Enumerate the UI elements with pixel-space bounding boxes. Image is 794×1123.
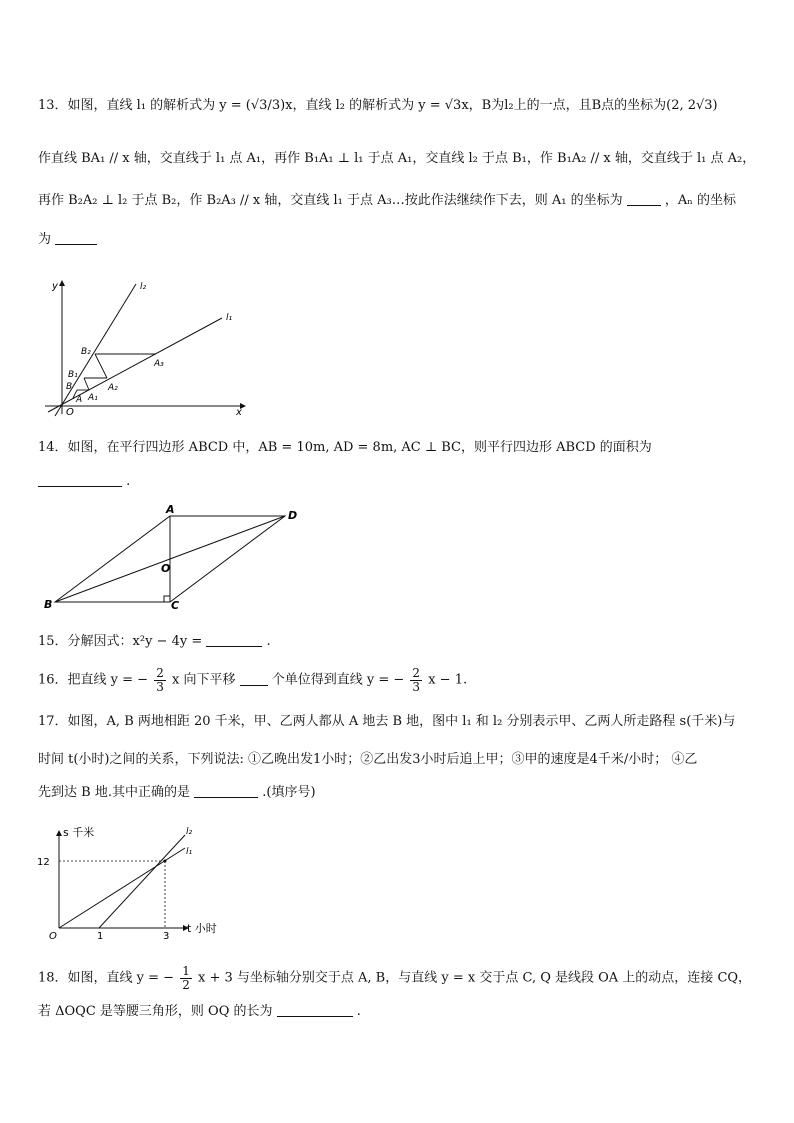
q16-frac-2-den: 3 <box>412 679 421 694</box>
q13-fig-y: y <box>52 281 58 292</box>
q16-frac-2 <box>410 667 422 693</box>
q14-end: . <box>126 474 131 489</box>
q18-blank[interactable] <box>277 1004 353 1017</box>
q18-line2-end: . <box>356 1004 361 1019</box>
q14-fig-B: B <box>44 598 53 611</box>
q18-line2-text: 若 ΔOQC 是等腰三角形，则 OQ 的长为 <box>38 1004 273 1019</box>
q14-figure <box>40 502 310 612</box>
q18-post: x + 3 与坐标轴分别交于点 A, B，与直线 y = x 交于点 C, Q 是线段 OA 上的动点，连接 CQ， <box>198 970 752 986</box>
q13-line1: 13．如图，直线 l₁ 的解析式为 y = (√3/3)x，直线 l₂ 的解析式为 y = √3x，B为l₂上的一点，且B点的坐标为(2, 2√3) <box>38 98 718 113</box>
q18-frac-den: 2 <box>182 977 190 992</box>
q13-fig-A2: A₂ <box>108 383 118 393</box>
q14-line1: 14．如图，在平行四边形 ABCD 中，AB = 10m, AD = 8m, AC ⊥ BC，则平行四边形 ABCD 的面积为 <box>38 440 652 455</box>
q16-mid: x 向下平移 <box>172 672 236 688</box>
q16-post: x − 1. <box>428 672 468 688</box>
q17-fig-ylabel: s 千米 <box>63 826 95 839</box>
q17-line2: 时间 t(小时)之间的关系，下列说法: ①乙晚出发1小时；②乙出发3小时后追上甲；③甲的速度是4千米/小时； ④乙 <box>38 752 698 767</box>
q13-fig-x: x <box>236 407 242 418</box>
q15-text: 15．分解因式：x²y − 4y = <box>38 634 203 649</box>
q17-fig-x3: 3 <box>163 931 170 942</box>
q13-line3-text-b: ，Aₙ 的坐标 <box>664 193 737 208</box>
q14-fig-O: O <box>161 562 171 575</box>
q17-figure <box>35 820 220 945</box>
q14-fig-D: D <box>288 509 298 522</box>
q15-blank[interactable] <box>206 634 262 647</box>
q17-fig-O: O <box>49 931 57 942</box>
q13-fig-A1: A₁ <box>88 393 98 403</box>
q16-pre: 16．把直线 y = − <box>38 672 149 688</box>
q13-fig-B: B <box>66 382 73 392</box>
q14-fig-C: C <box>171 599 180 612</box>
q13-fig-B1: B₁ <box>68 370 78 380</box>
q17-fig-xlabel: t 小时 <box>187 922 217 935</box>
q13-fig-A: A <box>76 395 83 405</box>
q16-frac-2-num: 2 <box>412 666 421 680</box>
q16-line <box>38 667 758 693</box>
q18-line1 <box>38 965 758 991</box>
q18-line2 <box>38 1004 758 1018</box>
q13-line2: 作直线 BA₁ // x 轴，交直线于 l₁ 点 A₁，再作 B₁A₁ ⊥ l₁ 于点 A₁，交直线 l₂ 于点 B₁，作 B₁A₂ // x 轴，交直线于 l₁ 点 A₂， <box>38 151 756 166</box>
q16-mid2: 个单位得到直线 y = − <box>271 672 405 688</box>
q15-line <box>38 634 758 648</box>
q16-blank[interactable] <box>240 673 268 686</box>
q17-line3 <box>38 785 758 799</box>
q18-frac-num: 1 <box>182 964 190 978</box>
q17-line3-text: 先到达 B 地.其中正确的是 <box>38 785 190 800</box>
q13-fig-l1: l₁ <box>226 313 233 323</box>
q17-line1: 17．如图，A, B 两地相距 20 千米，甲、乙两人都从 A 地去 B 地，图中 l₁ 和 l₂ 分别表示甲、乙两人所走路程 s(千米)与 <box>38 714 736 729</box>
q13-figure <box>40 278 255 418</box>
q16-frac-1-num: 2 <box>156 666 164 680</box>
q13-fig-O: O <box>66 407 74 418</box>
q13-fig-l2: l₂ <box>140 282 147 292</box>
q17-fig-y12: 12 <box>37 857 50 868</box>
q15-end: . <box>266 634 271 649</box>
q13-line4-text: 为 <box>38 232 52 247</box>
q17-blank[interactable] <box>194 785 258 798</box>
q13-line3 <box>38 193 758 207</box>
q13-line3-text: 再作 B₂A₂ ⊥ l₂ 于点 B₂，作 B₂A₃ // x 轴，交直线 l₁ 于点 A₃…按此作法继续作下去，则 A₁ 的坐标为 <box>38 193 623 208</box>
q14-blank[interactable] <box>38 474 122 487</box>
q13-fig-A3: A₃ <box>154 359 164 369</box>
q13-line4 <box>38 232 758 246</box>
q18-frac <box>180 965 192 991</box>
q17-fig-l2: l₂ <box>186 827 193 837</box>
q13-blank-a1[interactable] <box>627 193 661 206</box>
q17-fig-x1: 1 <box>97 931 104 942</box>
q16-frac-1-den: 3 <box>156 679 164 694</box>
q16-frac-1 <box>154 667 166 693</box>
q17-line3-end: .(填序号) <box>262 785 316 800</box>
q14-line2 <box>38 474 758 488</box>
q14-fig-A: A <box>166 503 175 516</box>
q17-fig-l1: l₁ <box>186 847 193 857</box>
q13-blank-an[interactable] <box>55 232 97 245</box>
q18-pre: 18．如图，直线 y = − <box>38 970 175 986</box>
q13-fig-B2: B₂ <box>81 347 91 357</box>
